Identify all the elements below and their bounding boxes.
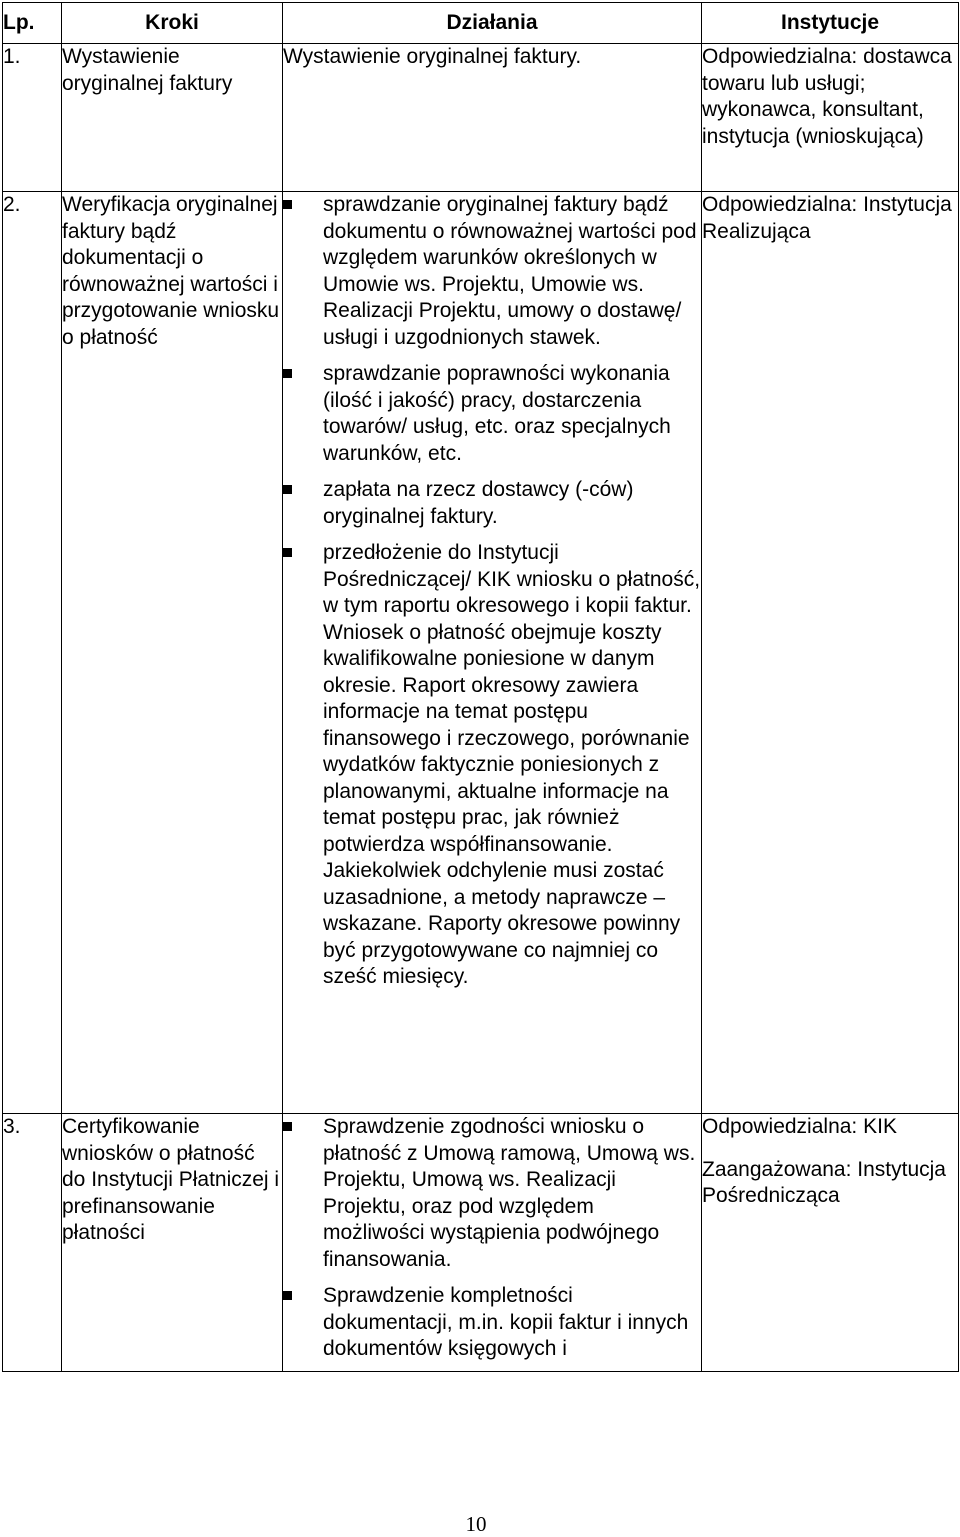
table-row	[3, 1114, 959, 1372]
square-bullet-icon	[283, 369, 292, 378]
list-item	[283, 477, 701, 530]
action-item-text: sprawdzanie poprawności wykonania (ilość i jakość) pracy, dostarczenia towarów/ usług, etc. oraz specjalnych warunków, etc.	[323, 362, 671, 465]
institution-cell	[702, 1114, 959, 1372]
action-text	[283, 44, 702, 192]
step-name: Wystawienie oryginalnej faktury	[62, 44, 283, 192]
action-item-text: przedłożenie do Instytucji Pośredniczącej/ KIK wniosku o płatność, w tym raportu okresowego i kopii faktur. Wniosek o płatność obejmuje koszty kwalifikowalne poniesione w danym okresie. Raport okresowy zawiera informacje na temat postępu finansowego i rzeczowego, porównanie wydatków faktycznie poniesionych z planowanymi, aktualne informacje na temat postępu prac, jak również potwierdza współfinansowanie. Jakiekolwiek odchylenie musi zostać uzasadnione, a metody naprawcze – wskazane. Raporty okresowe powinny być przygotowywane co najmniej co sześć miesięcy.	[323, 541, 701, 988]
institution-responsible: Odpowiedzialna: Instytucja Realizująca	[702, 193, 952, 243]
institution-cell	[702, 44, 959, 192]
square-bullet-icon	[283, 1291, 292, 1300]
procedure-table	[2, 2, 959, 1372]
action-list	[283, 192, 701, 991]
step-name: Weryfikacja oryginalnej faktury bądź dokumentacji o równoważnej wartości i przygotowanie wniosku o płatność	[62, 192, 283, 1114]
institution-responsible: Odpowiedzialna: dostawca towaru lub usługi; wykonawca, konsultant, instytucja (wnioskująca)	[702, 45, 952, 148]
action-list-cell	[283, 1114, 702, 1372]
list-item	[283, 192, 701, 351]
list-item	[283, 540, 701, 991]
action-item-text: Sprawdzenie kompletności dokumentacji, m.in. kopii faktur i innych dokumentów księgowych i	[323, 1284, 689, 1360]
action-plain: Wystawienie oryginalnej faktury.	[283, 45, 582, 68]
action-item-text: sprawdzanie oryginalnej faktury bądź dokumentu o równoważnej wartości pod względem warunków określonych w Umowie ws. Projektu, Umowie ws. Realizacji Projektu, umowy o dostawę/ usługi i uzgodnionych stawek.	[323, 193, 697, 349]
square-bullet-icon	[283, 485, 292, 494]
header-kroki: Kroki	[62, 3, 283, 44]
table-row	[3, 192, 959, 1114]
row-number: 1.	[3, 44, 62, 192]
table-row	[3, 44, 959, 192]
step-name: Certyfikowanie wniosków o płatność do Instytucji Płatniczej i prefinansowanie płatności	[62, 1114, 283, 1372]
row-number: 2.	[3, 192, 62, 1114]
list-item	[283, 361, 701, 467]
header-lp: Lp.	[3, 3, 62, 44]
header-instytucje: Instytucje	[702, 3, 959, 44]
institution-cell	[702, 192, 959, 1114]
square-bullet-icon	[283, 548, 292, 557]
action-list-cell	[283, 192, 702, 1114]
action-list	[283, 1114, 701, 1363]
square-bullet-icon	[283, 1122, 292, 1131]
square-bullet-icon	[283, 200, 292, 209]
header-dzialania: Działania	[283, 3, 702, 44]
row-number: 3.	[3, 1114, 62, 1372]
header-row	[3, 3, 959, 44]
list-item	[283, 1114, 701, 1273]
list-item	[283, 1283, 701, 1363]
spacer	[702, 1141, 958, 1157]
page-number: 10	[465, 1512, 487, 1536]
action-item-text: zapłata na rzecz dostawcy (-ców) oryginalnej faktury.	[323, 478, 634, 528]
action-item-text: Sprawdzenie zgodności wniosku o płatność z Umową ramową, Umową ws. Projektu, Umową ws. Realizacji Projektu, oraz pod względem możliwości wystąpienia podwójnego finansowania.	[323, 1115, 696, 1271]
institution-responsible: Odpowiedzialna: KIK	[702, 1115, 897, 1138]
institution-involved: Zaangażowana: Instytucja Pośrednicząca	[702, 1157, 946, 1207]
